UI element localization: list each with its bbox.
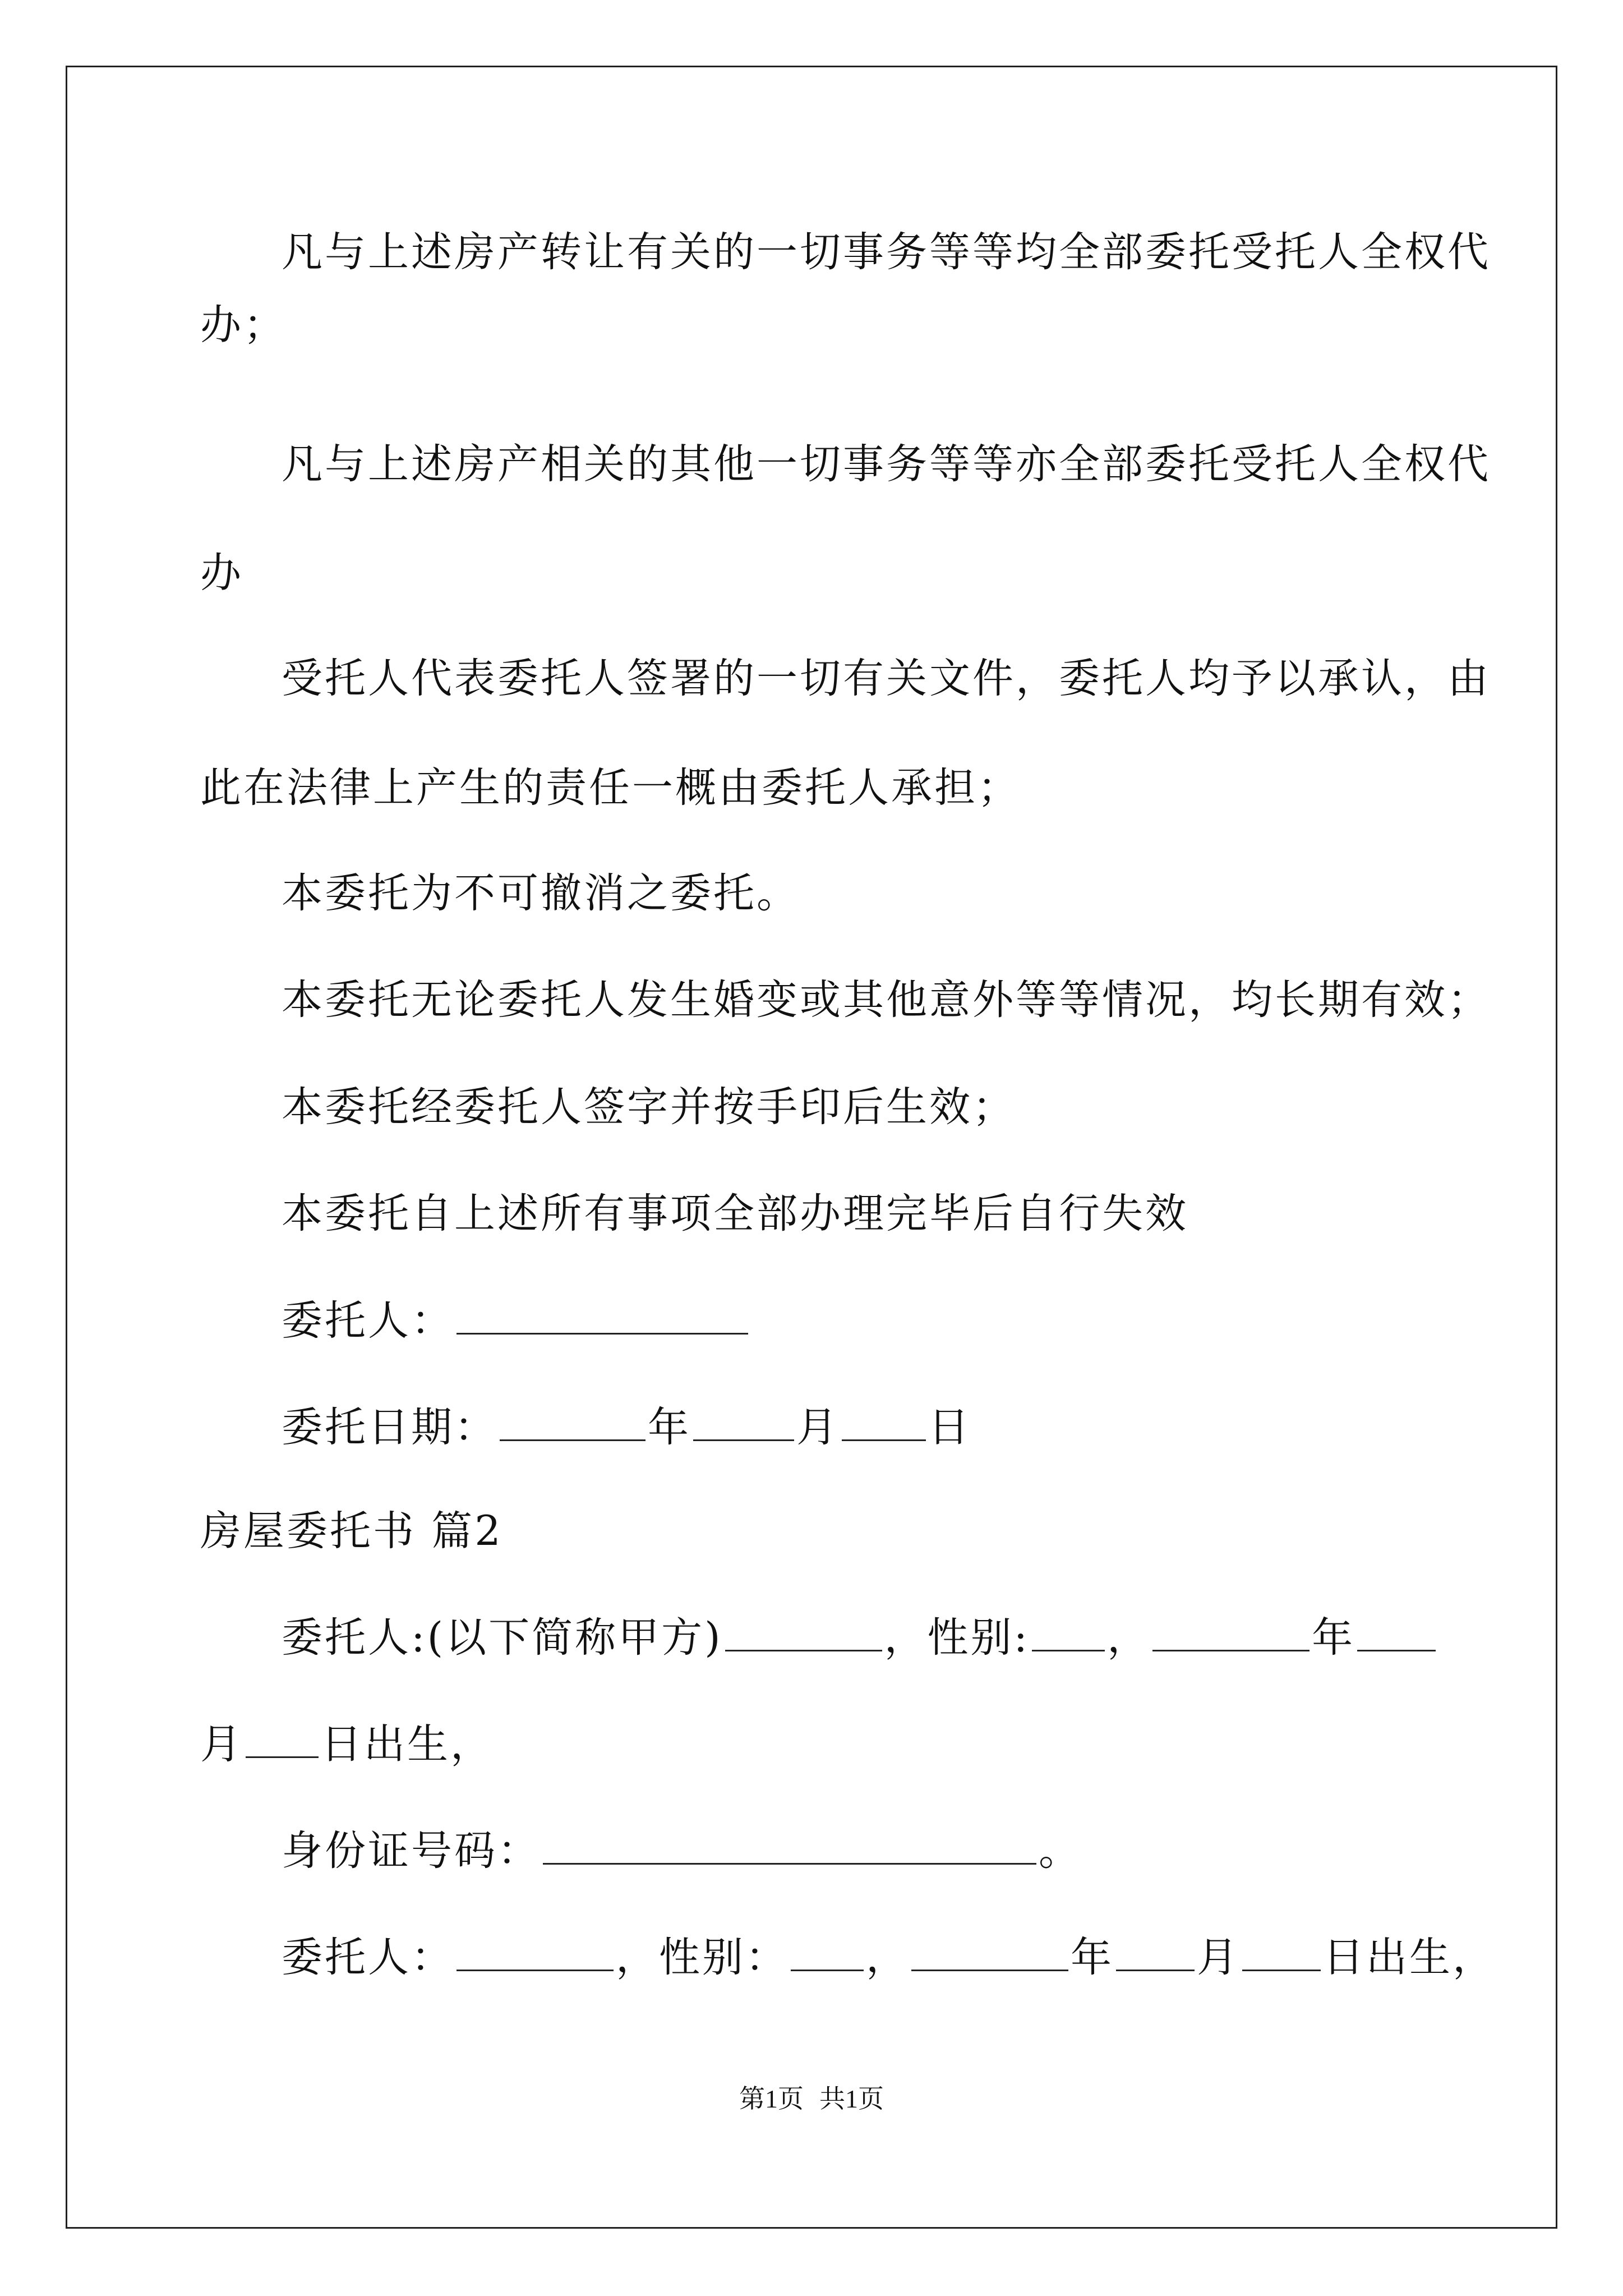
birth-day-blank[interactable] [246, 1717, 319, 1758]
principal-name-blank[interactable] [725, 1611, 882, 1651]
period: 。 [1039, 1827, 1082, 1875]
gender-blank-2[interactable] [791, 1930, 864, 1971]
date-line [282, 1400, 971, 1456]
paragraph-6: 本委托经委托人签字并按手印后生效； [282, 1083, 1016, 1131]
paragraph-5: 本委托无论委托人发生婚变或其他意外等等情况，均长期有效； [282, 976, 1491, 1024]
year-label: 年 [648, 1404, 691, 1451]
page-total: 共1页 [819, 2085, 884, 2113]
paragraph-2-line-1: 凡与上述房产相关的其他一切事务等等亦全部委托受托人全权代 [282, 440, 1491, 488]
section-2-line-2 [200, 1717, 494, 1773]
born-label: 日出生， [321, 1720, 494, 1768]
month-label: 月 [200, 1720, 243, 1768]
section-2-line-4 [282, 1930, 1496, 1986]
year-label: 年 [1312, 1614, 1355, 1662]
paragraph-1-line-2: 办； [200, 301, 287, 349]
date-label: 委托日期： [282, 1404, 497, 1451]
paragraph-2-line-2: 办 [200, 549, 243, 597]
principal-name-blank-2[interactable] [457, 1930, 614, 1971]
year-blank[interactable] [500, 1400, 645, 1441]
signer-line [282, 1293, 750, 1349]
day-blank[interactable] [842, 1400, 926, 1441]
birth-month-blank[interactable] [1357, 1611, 1436, 1651]
section-2-heading: 房屋委托书 篇2 [200, 1507, 503, 1555]
id-number-blank[interactable] [543, 1824, 1036, 1865]
birth-year-blank[interactable] [1152, 1611, 1310, 1651]
paragraph-7: 本委托自上述所有事项全部办理完毕后自行失效 [282, 1190, 1188, 1237]
year-label-2: 年 [1071, 1934, 1114, 1981]
birth-month-blank-2[interactable] [1116, 1930, 1195, 1971]
section-2-line-1 [282, 1610, 1438, 1666]
page-current: 第1页 [739, 2085, 804, 2113]
page-footer [0, 2082, 1623, 2116]
month-label-2: 月 [1197, 1934, 1240, 1981]
principal-label: 委托人:(以下简称甲方) [282, 1614, 723, 1662]
id-number-label: 身份证号码： [282, 1827, 541, 1875]
birth-year-blank-2[interactable] [911, 1930, 1068, 1971]
principal-label-2: 委托人： [282, 1934, 454, 1981]
id-number-line [282, 1823, 1082, 1879]
page-border [66, 66, 1557, 2229]
paragraph-3-line-1: 受托人代表委托人签署的一切有关文件，委托人均予以承认，由 [282, 655, 1491, 702]
gender-label: ，性别: [884, 1614, 1030, 1662]
month-label: 月 [796, 1404, 840, 1451]
gender-blank[interactable] [1032, 1611, 1105, 1651]
comma: ， [1107, 1614, 1151, 1662]
signer-label: 委托人： [282, 1297, 454, 1345]
day-label: 日 [928, 1404, 971, 1451]
paragraph-3-line-2: 此在法律上产生的责任一概由委托人承担； [200, 764, 1021, 812]
comma-2: ， [866, 1934, 909, 1981]
gender-label-2: ，性别： [616, 1934, 789, 1981]
month-blank[interactable] [693, 1400, 794, 1441]
paragraph-1-line-1: 凡与上述房产转让有关的一切事务等等均全部委托受托人全权代 [282, 228, 1491, 276]
paragraph-4: 本委托为不可撤消之委托。 [282, 869, 800, 917]
birth-day-blank-2[interactable] [1242, 1930, 1321, 1971]
signer-blank[interactable] [457, 1294, 748, 1335]
born-label-2: 日出生， [1323, 1934, 1496, 1981]
